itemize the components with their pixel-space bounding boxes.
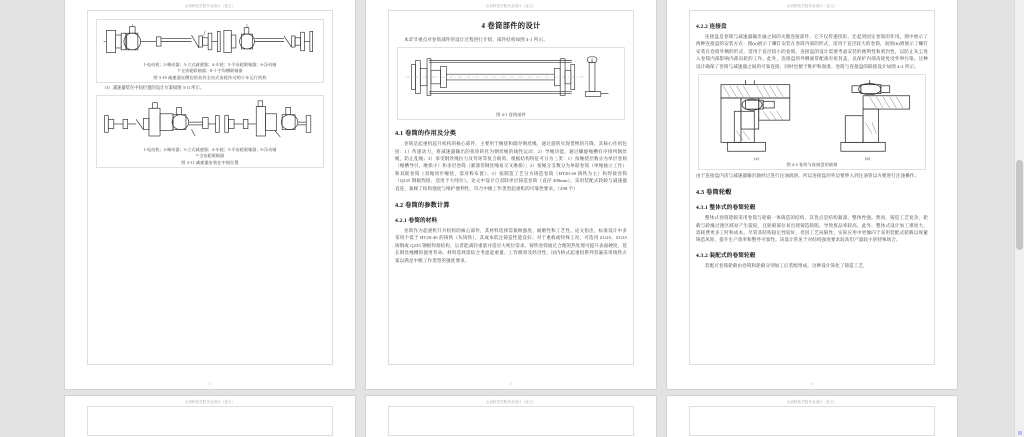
- page-number-right: 36: [810, 382, 814, 386]
- figure-3-10-legend-line1: 1-电动机；2-制动器；3-立式减速器；4-车轮；5-半齿轮联轴器；6-浮动轴: [143, 61, 277, 67]
- document-page-next-left[interactable]: [65, 396, 355, 437]
- crop-mark-bottom-left: [689, 357, 697, 365]
- document-page-left[interactable]: [65, 0, 355, 389]
- scroll-marker-icon: [1018, 431, 1022, 435]
- figure-4-2-subfigure-b: [812, 78, 923, 161]
- figure-4-1: [397, 47, 625, 120]
- section-heading-4-3-1: 4.3.1 整体式的卷筒轮毂: [696, 205, 756, 212]
- figure-4-2b-drawing: [812, 78, 923, 156]
- running-header: 山西科技学院毕业设计（论文）: [184, 4, 236, 8]
- crop-mark-top-left: [87, 10, 95, 18]
- running-header: 山西科技学院毕业设计（论文）: [485, 400, 537, 404]
- section-4-3-2-body: 装配式卷筒轮毂由卷筒和轮毂分别加工后装配组成，这种设计简化了铸造工艺，: [705, 262, 868, 268]
- page-row-1: [65, 0, 957, 389]
- figure-reference-note: （3）减速器装在中间位置的设计方案如图 3-11 所示。: [102, 84, 205, 90]
- figure-4-2-label-a: (a): [754, 155, 759, 161]
- running-header: 山西科技学院毕业设计（论文）: [184, 400, 236, 404]
- scrollbar-thumb[interactable]: [1016, 160, 1023, 250]
- page-content-frame: [87, 406, 333, 436]
- figure-3-11-legend-line1: 1-电动机；2-制动器；3-立式减速器；4-车轮；5-半齿轮联轴器；6-浮动轴: [143, 147, 277, 153]
- page-content-frame: [689, 406, 935, 436]
- section-4-2-2-body: 连接盘是卷筒与减速器输出轴之间的关键连接部件，它不仅传递扭矩，还起到固定卷筒的作用。图中展示了两种连接盘的安装方式：图(a)展示了螺钉安装在卷筒内部的形式，适用于直径较大的卷筒，而图(b)则展示了螺钉安装在卷筒外侧的形式，适用于直径较小的卷筒。连接盘的设计需要考虑安装的便利性和密封性，以防止灰尘进入卷筒内部影响内部齿轮的工作。此外，连接盘的外侧通常配备有密封盖，以保护内部齿轮免受外界污染。这种设计确保了卷筒与减速器之间的可靠连接，同时也便于维护和润滑。卷筒与连接盘的联接设计如图 4-2 所示。: [696, 34, 928, 69]
- figure-4-2a-drawing: [701, 78, 812, 156]
- crop-mark-top-right: [927, 406, 935, 414]
- section-4-1-body: 卷筒是起重机起升机构的核心部件，主要用于缠绕和储存钢丝绳，通过旋转实现货物的升降，其核心作用包括：1）传递动力，将减速器输出的扭矩转化为钢丝绳的线性运动；2）导绳功能，通过螺旋绳槽有序排列钢丝绳，防止乱绳；3）承受钢丝绳拉力及弯矩等复合载荷。根据结构特征可分为三类：1）按缠绕层数分为单层卷筒（绳槽导引，磨损小）和多层卷筒（紧凑但钢丝绳易交叉磨损）；2）按绳分支数分为单联卷筒（单绳独立工作）和双联卷筒（双绳同步缠绕，需对称布置）；3）按制造工艺分为铸造卷筒（HT20-40 铸铁为主）和焊接卷筒（Q235 钢板焊接，适用于大吨位）。论文中设计自双联单层铸造卷筒（直径 400mm），采用装配式轮毂与减速器直连，兼顾了结构强度与维护便利性，符合中级工作类型起重机的可靠性要求。（298 字）: [395, 141, 627, 191]
- crop-mark-top-right: [325, 10, 333, 18]
- page-row-2: [65, 396, 957, 437]
- figure-4-1-drawing: [400, 51, 622, 111]
- document-page-right[interactable]: [667, 0, 957, 389]
- figure-3-11: [96, 95, 324, 168]
- running-header: 山西科技学院毕业设计（论文）: [485, 4, 537, 8]
- page-content-frame: [388, 406, 634, 436]
- running-header: 山西科技学院毕业设计（论文）: [786, 4, 838, 8]
- section-heading-4-3: 4.3 卷筒轮毂: [696, 189, 732, 197]
- page-content-frame: [388, 10, 634, 365]
- figure-4-1-caption: 图 4-1 卷筒部件: [496, 112, 526, 118]
- section-heading-4-1: 4.1 卷筒的作用及分类: [395, 130, 457, 138]
- section-heading-4-2-1: 4.2.1 卷筒的材料: [395, 218, 438, 225]
- crop-mark-top-left: [388, 406, 396, 414]
- page-content-frame: [87, 10, 333, 365]
- after-figure-paragraph: 由于连接盘内齿与减速器输出轴经过进行注油润滑，所以连接盘的外边要伸入到注油管以方便进行注油操作。: [696, 172, 920, 178]
- page-number-left: 34: [208, 382, 212, 386]
- page-number-middle: 35: [509, 382, 513, 386]
- chapter-title: 4 卷筒部件的设计: [481, 22, 541, 30]
- crop-mark-bottom-right: [325, 357, 333, 365]
- figure-4-2-subfigure-a: [701, 78, 812, 161]
- crop-mark-top-left: [388, 10, 396, 18]
- crop-mark-bottom-right: [626, 357, 634, 365]
- page-content-frame: [689, 10, 935, 365]
- crop-mark-top-right: [927, 10, 935, 18]
- crop-mark-top-right: [325, 406, 333, 414]
- document-page-middle[interactable]: [366, 0, 656, 389]
- figure-4-2: [698, 74, 926, 170]
- figure-3-10: [96, 19, 324, 83]
- figure-3-11-legend-line2: 7-全齿轮联轴器: [195, 153, 225, 159]
- crop-mark-top-left: [689, 406, 697, 414]
- figure-4-2-subfigures: [701, 78, 923, 161]
- crop-mark-top-left: [689, 10, 697, 18]
- chapter-intro-paragraph: 本章节重点对卷筒部件的设计过程进行介绍，部件结构如图 4-1 所示。: [404, 37, 548, 42]
- figure-4-2-label-b: (b): [865, 155, 870, 161]
- figure-3-11-caption: 图 3-11 减速器安装在中间位置: [181, 160, 239, 166]
- section-heading-4-2-2: 4.2.2 连接盘: [696, 24, 727, 30]
- figure-3-10-drawing: [99, 23, 321, 62]
- section-4-3-1-body: 整体式卷筒轮毂采用卷筒与轮毂一体铸造的结构，其优点是结构紧凑、整体性强。然而，铸造工艺复杂，轮毂与轮缘过渡区域易产生裂纹，且轮毂部位易出现铸造缺陷，导致废品率较高。此外，整体式设计加工难度大，需耗费更多工时和成本。尽管其结构稳定性较好，但因工艺局限性，实际应用中更倾向于采用装配式轮毂以规避铸造风险，提升生产效率和整件可靠性。该设计常见于对结构强度要求较高但产量较小的特殊场合。: [696, 215, 928, 243]
- crop-mark-bottom-left: [388, 357, 396, 365]
- figure-3-11-drawing: [99, 99, 321, 147]
- crop-mark-bottom-left: [87, 357, 95, 365]
- crop-mark-top-left: [87, 406, 95, 414]
- figure-3-10-legend-line2: 7-全齿轮联轴器；8-十字沟槽联轴器: [177, 67, 243, 73]
- crop-mark-top-right: [626, 10, 634, 18]
- section-4-2-1-body: 卷筒作为起重机升升机构的核心部件，其材料选择需兼顾强度、耐磨性和工艺性。论文指出，标准设计中多采用不低于 HT20-40 的铸铁（灰铸铁），其成本低且铸造性能良好；对于重载或特殊工况，可选用 ZG25、ZG35 铸钢或 Q235 钢板焊接结构，后者能减轻重量并适应大吨位需求。铸铁卷筒通过合理的热处理可提升表面硬度，延长钢丝绳槽的使用寿命。材料选择需综合考虑起重量、工作级别及经济性，国内桥式起重机系列普遍采用铸铁方案以满足中级工作类型的强度要求。: [395, 228, 627, 263]
- crop-mark-top-right: [626, 406, 634, 414]
- figure-3-10-caption: 图 3-10 减速器在侧边的具有全齿式齿轮传动的小车运行机构: [153, 74, 267, 80]
- section-heading-4-2: 4.2 卷筒的参数计算: [395, 202, 450, 210]
- running-header: 山西科技学院毕业设计（论文）: [786, 400, 838, 404]
- section-heading-4-3-2: 4.3.2 装配式的卷筒轮毂: [696, 252, 756, 259]
- document-page-next-right[interactable]: [667, 396, 957, 437]
- document-page-next-middle[interactable]: [366, 396, 656, 437]
- crop-mark-bottom-right: [927, 357, 935, 365]
- figure-4-2-caption: 图 4-2 卷筒与连接盘的联接: [786, 161, 838, 167]
- vertical-scrollbar[interactable]: [1014, 0, 1024, 437]
